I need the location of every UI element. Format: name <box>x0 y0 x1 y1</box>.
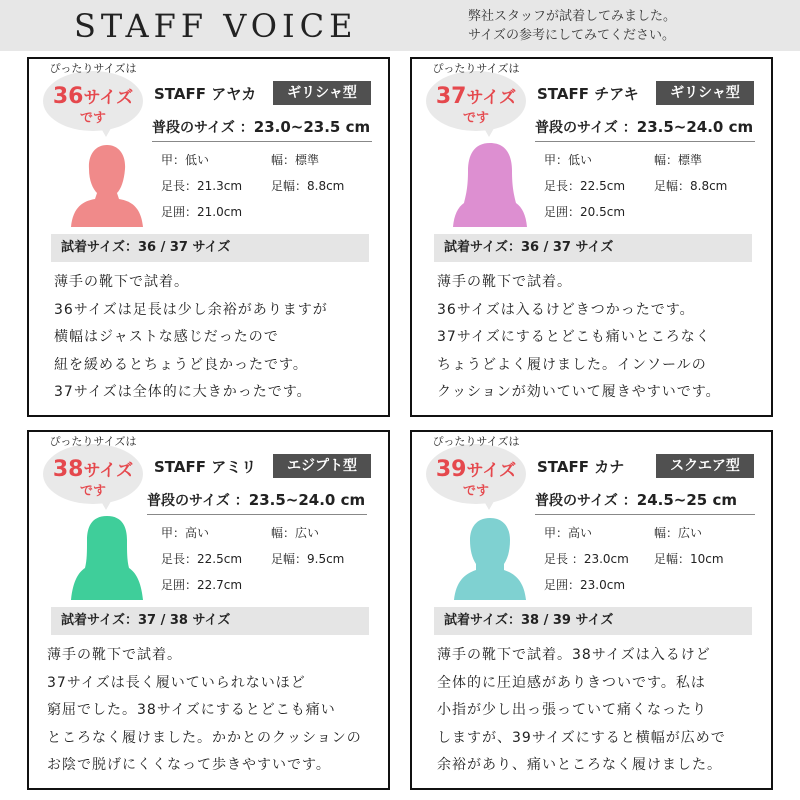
usual-size-label: 普段のサイズ ： <box>152 120 254 136</box>
foot-type-badge: エジプト型 <box>273 454 371 478</box>
usual-size-label: 普段のサイズ ： <box>535 493 637 509</box>
comment-line: 37サイズは全体的に大きかったです。 <box>54 384 312 400</box>
female-silhouette-icon <box>450 137 530 227</box>
comment-line: 36サイズは入るけどきつかったです。 <box>437 301 695 318</box>
usual-size-value: 24.5~25 cm <box>636 491 737 509</box>
foot-type-badge: ギリシャ型 <box>656 81 754 105</box>
staff-card-kana <box>410 430 773 790</box>
comment-line: 37サイズは長く履いていられないほど <box>47 674 306 691</box>
fit-size-number: 36 <box>52 84 84 109</box>
comment-line: 小指が少し出っ張っていて痛くなったり <box>437 702 707 718</box>
comment <box>54 269 384 407</box>
usual-size-value: 23.0~23.5 cm <box>253 118 371 136</box>
female-silhouette-icon <box>67 137 147 227</box>
instep-height: 甲：高い <box>161 526 210 540</box>
comment-line: 36サイズは足長は少し余裕がありますが <box>54 301 328 318</box>
fit-size-unit: サイズ <box>466 461 517 481</box>
comment-line: 薄手の靴下で試着。 <box>47 647 182 663</box>
fit-size-number: 38 <box>52 457 84 482</box>
instep-height: 甲：低い <box>544 153 593 167</box>
comment-line: 薄手の靴下で試着。 <box>54 274 189 290</box>
fit-size-unit: サイズ <box>466 88 517 108</box>
foot-width-type: 幅：標準 <box>271 153 320 167</box>
fit-size-suffix: です <box>462 484 489 499</box>
instep-height: 甲：高い <box>544 526 593 540</box>
foot-length: 足長：22.5cm <box>161 552 243 566</box>
page-title: STAFF VOICE <box>74 7 358 45</box>
header-subtitle-line: サイズの参考にしてみてください。 <box>468 28 675 43</box>
usual-size <box>152 117 372 142</box>
instep-height: 甲：低い <box>161 153 210 167</box>
usual-size <box>147 490 367 515</box>
staff-name: STAFF チアキ <box>537 85 639 103</box>
comment <box>47 642 377 780</box>
comment-line: 余裕があり、痛いところなく履けました。 <box>437 757 722 773</box>
foot-type-badge: ギリシャ型 <box>273 81 371 105</box>
comment-line: クッションが効いていて履きやすいです。 <box>437 384 721 400</box>
comment-line: 窮屈でした。38サイズにするとどこも痛い <box>47 702 336 718</box>
fit-size <box>426 456 526 482</box>
comment-line: 37サイズにするとどこも痛いところなく <box>437 329 711 345</box>
staff-name: STAFF カナ <box>537 458 625 476</box>
comment-line: 薄手の靴下で試着。 <box>437 274 572 290</box>
comment <box>437 642 767 780</box>
staff-card-ayaka <box>27 57 390 417</box>
usual-size-label: 普段のサイズ ： <box>147 493 249 509</box>
fit-size-suffix: です <box>79 111 106 126</box>
foot-width: 足幅：9.5cm <box>271 552 345 566</box>
foot-length: 足長 ：23.0cm <box>544 552 629 566</box>
trial-size: 試着サイズ：36 / 37 サイズ <box>51 234 369 262</box>
foot-girth: 足囲：22.7cm <box>161 578 243 592</box>
comment-line: 紐を緩めるとちょうど良かったです。 <box>54 356 308 373</box>
foot-girth: 足囲：23.0cm <box>544 578 626 592</box>
foot-width-type: 幅：標準 <box>654 153 703 167</box>
female-silhouette-icon <box>67 510 147 600</box>
comment-line: しますが、39サイズにすると横幅が広めで <box>437 729 726 746</box>
foot-girth: 足囲：20.5cm <box>544 205 626 219</box>
fit-size <box>43 83 143 109</box>
comment-line: 全体的に圧迫感がありきついです。私は <box>437 674 706 691</box>
header-subtitle <box>468 7 676 45</box>
comment-line: ちょうどよく履けました。インソールの <box>437 356 707 373</box>
header-band <box>0 0 800 51</box>
foot-width: 足幅：10cm <box>654 552 724 566</box>
fit-size-unit: サイズ <box>83 88 134 108</box>
foot-girth: 足囲：21.0cm <box>161 205 243 219</box>
female-silhouette-icon <box>450 510 530 600</box>
usual-size <box>535 490 755 515</box>
foot-length: 足長：21.3cm <box>161 179 243 193</box>
foot-width-type: 幅：広い <box>654 526 703 540</box>
trial-size: 試着サイズ：38 / 39 サイズ <box>434 607 752 635</box>
foot-type-badge: スクエア型 <box>656 454 754 478</box>
comment <box>437 269 767 407</box>
usual-size-value: 23.5~24.0 cm <box>248 491 366 509</box>
comment-line: ところなく履けました。かかとのクッションの <box>47 729 362 746</box>
fit-size-suffix: です <box>462 111 489 126</box>
staff-name: STAFF アヤカ <box>154 85 257 103</box>
fit-size-caption: ぴったりサイズは <box>432 435 520 448</box>
staff-name: STAFF アミリ <box>154 458 257 476</box>
fit-size <box>43 456 143 482</box>
trial-size: 試着サイズ：37 / 38 サイズ <box>51 607 369 635</box>
usual-size-label: 普段のサイズ ： <box>535 120 637 136</box>
fit-size-caption: ぴったりサイズは <box>432 62 520 75</box>
trial-size: 試着サイズ：36 / 37 サイズ <box>434 234 752 262</box>
foot-width: 足幅：8.8cm <box>654 179 728 193</box>
fit-size-caption: ぴったりサイズは <box>49 435 137 448</box>
fit-size-number: 39 <box>435 457 467 482</box>
foot-width: 足幅：8.8cm <box>271 179 345 193</box>
foot-width-type: 幅：広い <box>271 526 320 540</box>
staff-card-chiaki <box>410 57 773 417</box>
comment-line: 薄手の靴下で試着。38サイズは入るけど <box>437 647 711 663</box>
staff-card-amiri <box>27 430 390 790</box>
fit-size-number: 37 <box>435 84 467 109</box>
foot-length: 足長：22.5cm <box>544 179 626 193</box>
fit-size-unit: サイズ <box>83 461 134 481</box>
usual-size <box>535 117 755 142</box>
fit-size <box>426 83 526 109</box>
usual-size-value: 23.5~24.0 cm <box>636 118 754 136</box>
header-subtitle-line: 弊社スタッフが試着してみました。 <box>468 9 677 24</box>
comment-line: お陰で脱げにくくなって歩きやすいです。 <box>47 757 331 773</box>
fit-size-suffix: です <box>79 484 106 499</box>
fit-size-caption: ぴったりサイズは <box>49 62 137 75</box>
comment-line: 横幅はジャストな感じだったので <box>54 329 279 345</box>
